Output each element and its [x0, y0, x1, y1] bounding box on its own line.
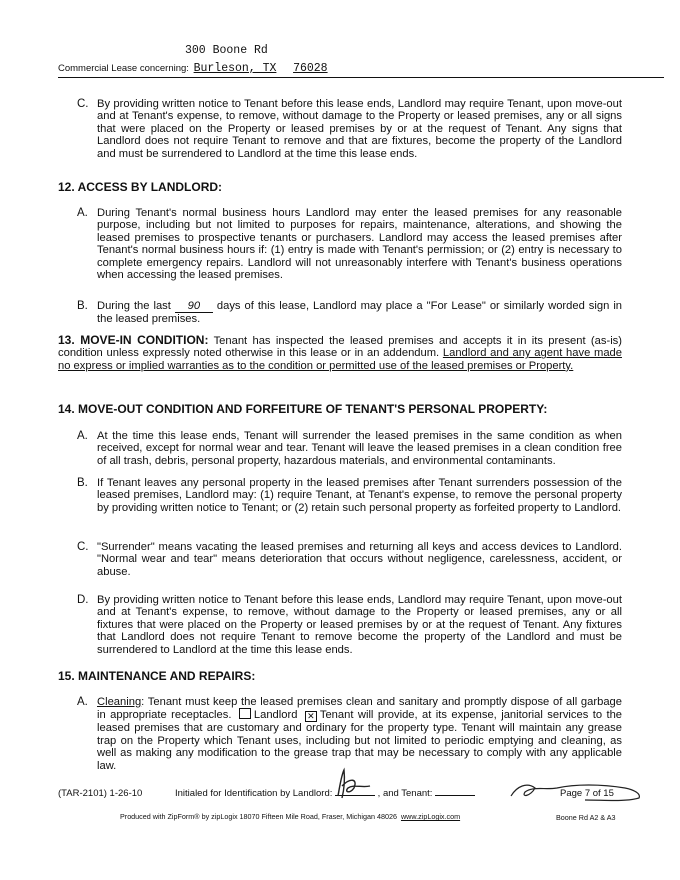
section-13-body: Tenant has inspected the leased premises and accepts it in its present (as-is) condition unless expressly noted otherwise in this lease or in an addendum. — [58, 335, 622, 360]
city-state: Burleson, TX — [193, 62, 277, 75]
section-13-text — [58, 334, 622, 372]
item-letter: C. — [77, 98, 89, 110]
item-letter: A. — [77, 207, 88, 219]
tenant-checkbox-checked[interactable]: ✕ — [305, 711, 317, 722]
landlord-initials-signature — [330, 766, 380, 802]
tenant-option-label: Tenant — [319, 709, 354, 722]
item-letter: B. — [77, 300, 88, 312]
section-14-d-text: By providing written notice to Tenant before this lease ends, Landlord may require Tenant, upon move-out and at Tenant's expense, to remove, without damage to the Property or leased premises, any or all fixtures that were placed on the Property or leased premises by or at the request of Tenant. Any fixtures that Landlord does not require Tenant to remove become the property of the Landlord and must be surrendered to Landlord at the time this lease ends. — [97, 594, 622, 656]
section-14-a-text: At the time this lease ends, Tenant will surrender the leased premises in the same condition as when received, except for normal wear and tear. Tenant will leave the leased premises in a clean condition free of all trash, debris, personal property, hazardous materials, and environmental contaminants. — [97, 430, 622, 467]
ziplogix-link[interactable]: www.zipLogix.com — [400, 812, 461, 821]
section-12-heading: 12. ACCESS BY LANDLORD: — [58, 180, 223, 194]
section-12-a-text: During Tenant's normal business hours Landlord may enter the leased premises for any reasonable purpose, including but not limited to purposes for repairs, maintenance, alterations, and showing the leased premises to prospective tenants or purchasers. Landlord may access the leased premises after Tenant's normal business hours if: (1) entry is made with Tenant's permission; or (2) entry is necessary to complete emergency repairs. Landlord will not unreasonably interfere with Tenant's business operations when accessing the leased premises. — [97, 207, 622, 282]
item-letter: A. — [77, 696, 88, 708]
tenant-initials-field[interactable] — [435, 795, 475, 796]
item-letter: C. — [77, 541, 89, 553]
lease-concerning-label: Commercial Lease concerning: — [58, 63, 189, 74]
landlord-checkbox[interactable] — [239, 708, 251, 719]
page-number: Page 7 of 15 — [560, 788, 614, 799]
and-tenant-label: , and Tenant: — [377, 788, 433, 799]
item-letter: B. — [77, 477, 88, 489]
cleaning-post-text: will provide, at its expense, janitorial services to the leased premises that are customary and ordinary for the property type. Tenant will maintain any grease trap on the Property which Tenant uses, including but not limited to periodic emptying and cleaning, as well as making any modification to the grease trap that may be necessary to comply with any applicable law. — [97, 709, 623, 772]
document-name: Boone Rd A2 & A3 — [556, 813, 616, 822]
zip-code: 76028 — [293, 62, 328, 75]
section-15-heading: 15. MAINTENANCE AND REPAIRS: — [58, 669, 256, 683]
b-post-text: days of this lease, Landlord may place a "For Lease" or similarly worded sign in the leased premises. — [97, 300, 623, 326]
produced-text: Produced with ZipForm® by zipLogix 18070 Fifteen Mile Road, Fraser, Michigan 48026 — [120, 812, 397, 821]
section-12-b-text — [97, 300, 622, 326]
b-pre-text: During the last — [97, 300, 171, 312]
initials-line — [175, 788, 475, 799]
form-id: (TAR-2101) 1-26-10 — [58, 788, 143, 799]
section-14-heading: 14. MOVE-OUT CONDITION AND FORFEITURE OF TENANT'S PERSONAL PROPERTY: — [58, 402, 548, 416]
section-15-a-text — [97, 696, 622, 772]
lease-concerning-line — [58, 62, 664, 78]
cleaning-pre-text: : Tenant must keep the leased premises clean and sanitary and promptly dispose of all garbage in appropriate receptacles. — [97, 696, 622, 722]
item-letter: D. — [77, 594, 89, 606]
section-13-heading: 13. MOVE-IN CONDITION: — [58, 333, 209, 347]
property-address: 300 Boone Rd — [185, 44, 268, 57]
initialed-label: Initialed for Identification by Landlord: — [175, 788, 333, 799]
item-letter: A. — [77, 430, 88, 442]
section-11-c-text: By providing written notice to Tenant before this lease ends, Landlord may require Tenant, upon move-out and at Tenant's expense, to remove, without damage to the Property or leased premises, any or all signs that were placed on the Property or leased premises by or at the request of Tenant. Any signs that Landlord does not require Tenant to remove and that are fixtures, become the property of the Landlord and must be surrendered to Landlord at the time this lease ends. — [97, 98, 622, 160]
section-14-c-text: "Surrender" means vacating the leased premises and returning all keys and access devices to Landlord. "Normal wear and tear" means deterioration that occurs without negligence, carelessness, accident, or abuse. — [97, 541, 622, 578]
tenant-initials-signature — [505, 770, 645, 806]
section-13-warranty: Landlord and any agent have made no express or implied warranties as to the condition or permitted use of the leased premises or Property. — [58, 347, 622, 372]
landlord-option-label: Landlord — [253, 709, 298, 722]
produced-by — [120, 812, 460, 821]
cleaning-label: Cleaning — [97, 696, 142, 708]
days-field: 90 — [175, 300, 213, 313]
section-14-b-text: If Tenant leaves any personal property in the leased premises after Tenant surrenders possession of the leased premises, Landlord may: (1) require Tenant, at Tenant's expense, to remove the personal property by providing written notice to Tenant; or (2) retain such personal property as forfeited property to Landlord. — [97, 477, 622, 514]
